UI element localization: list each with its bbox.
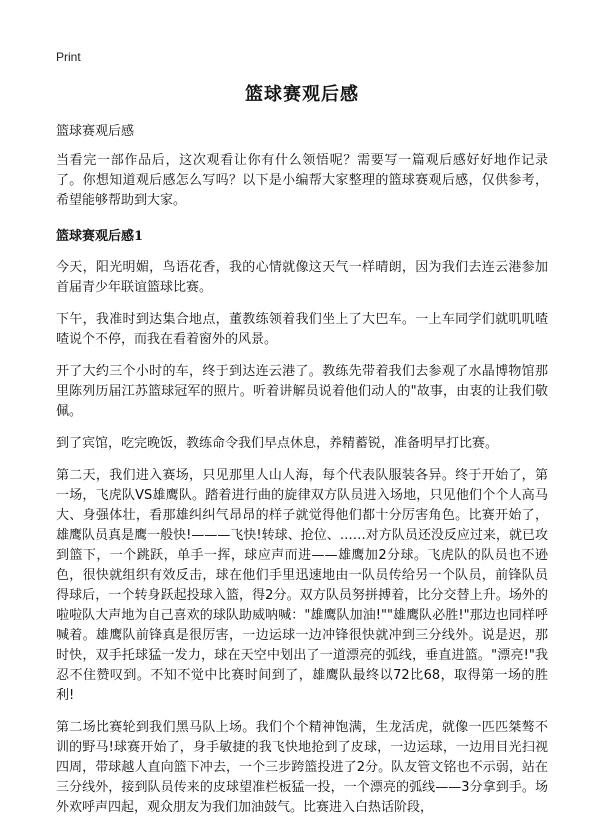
paragraph: 到了宾馆，吃完晚饭，教练命令我们早点休息，养精蓄锐，准备明早打比赛。 (56, 436, 499, 451)
paragraph: 开了大约三个小时的车，终于到达连云港了。教练先带着我们去参观了水晶博物馆那里陈列历届江苏篮球冠军的照片。听着讲解员说着他们动人的"故事，由衷的让我们敬佩。 (56, 364, 548, 419)
paragraph: 下午，我准时到达集合地点，董教练领着我们坐上了大巴车。一上车同学们就叽叽喳喳说个不停，而我在看着窗外的风景。 (56, 312, 548, 347)
page-title: 篮球赛观后感 (245, 84, 359, 105)
paragraph: 第二场比赛轮到我们黑马队上场。我们个个精神饱满，生龙活虎，就像一匹匹桀骜不训的野马!球赛开始了，身手敏捷的我飞快地抢到了皮球，一边运球，一边用目光扫视四周，带球越人直向篮下冲去，一个三步跨篮投进了2分。队友管文铭也不示弱，站在三分线外，接到队员传来的皮球望准栏板猛一投，一个漂亮的弧线——3分拿到手。场外欢呼声四起，观众朋友为我们加油鼓气。比赛进入白热话阶段， (56, 720, 548, 815)
section-heading: 篮球赛观后感1 (56, 229, 144, 244)
paragraph: 第二天，我们进入赛场，只见那里人山人海，每个代表队服装各异。终于开始了，第一场，飞虎队VS雄鹰队。踏着进行曲的旋律双方队员进入场地，只见他们个个人高马大、身强体壮，看那雄纠纠气昂昂的样子就觉得他们都十分厉害角色。比赛开始了，雄鹰队员真是鹰一般快!———飞快!转球、抢位、……对方队员还没反应过来，就已攻到篮下，一个跳跃，单手一挥，球应声而进——雄鹰加2分球。飞虎队的队员也不逊色，很快就组织有效反击，球在他们手里迅速地由一队员传给另一个队员，前锋队员得球后，一个转身跃起投球入篮，得2分。双方队员努拼搏着，比分交替上升。场外的啦啦队大声地为自己喜欢的球队助威呐喊："雄鹰队加油!""雄鹰队必胜!"那边也同样呼喊着。雄鹰队前锋真是很厉害，一边运球一边冲锋很快就冲到三分线外。说是迟，那时快，双手托球猛一发力，球在天空中划出了一道漂亮的弧线，垂直进篮。"漂亮!"我忍不住赞叹到。不知不觉中比赛时间到了，雄鹰队最终以72比68，取得第一场的胜利! (56, 468, 548, 703)
document-subtitle: 篮球赛观后感 (56, 124, 135, 139)
intro-paragraph: 当看完一部作品后，这次观看让你有什么领悟呢？需要写一篇观后感好好地作记录了。你想知道观后感怎么写吗？以下是小编帮大家整理的篮球赛观后感，仅供参考，希望能够帮助到大家。 (56, 153, 548, 208)
document-body (56, 80, 548, 830)
print-link[interactable]: Print (56, 50, 81, 64)
paragraph: 今天，阳光明媚，鸟语花香，我的心情就像这天气一样晴朗，因为我们去连云港参加首届青少年联谊篮球比赛。 (56, 260, 548, 295)
